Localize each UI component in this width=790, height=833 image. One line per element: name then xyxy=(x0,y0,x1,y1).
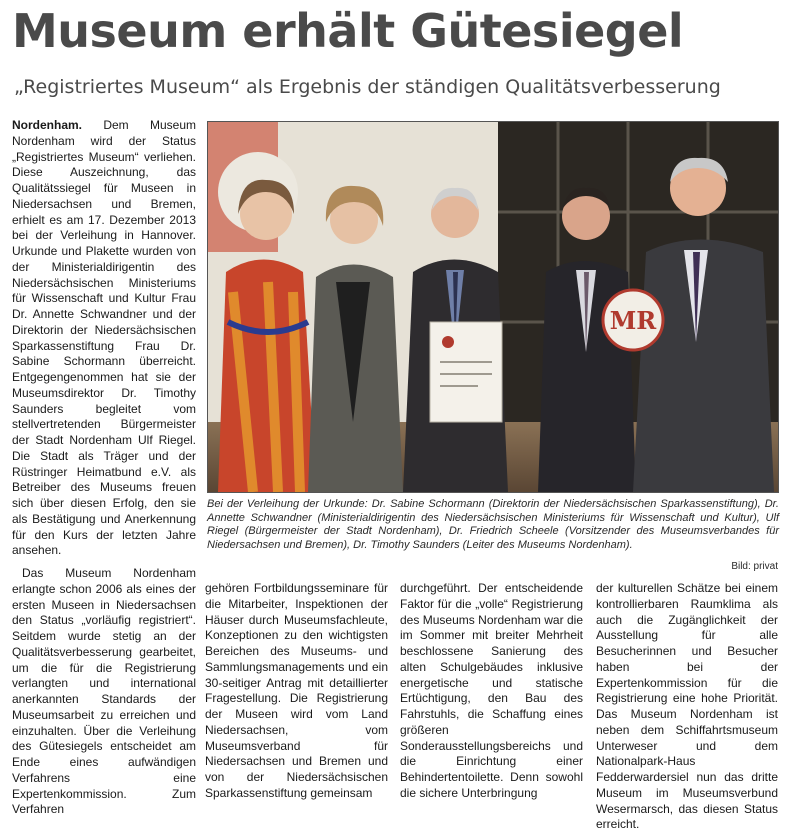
lead-paragraph: Dem Museum Nordenham wird der Status „Registriertes Museum“ verliehen. Diese Auszeichnung, das Qualitätssiegel für Museen in Niedersachsen und Bremen, erhielt es am 17. Dezember 2013 bei der Verleihung in Hannover. Urkunde und Plakette wurden von der Ministerialdirigentin des Niedersächsischen Ministeriums für Wissenschaft und Kultur Frau Dr. Annette Schwandner und der Direktorin der Niedersächsischen Sparkassenstiftung Frau Dr. Sabine Schormann überreicht. Entgegengenommen hat sie der Museumsdirektor Dr. Timothy Saunders begleitet vom stellvertretenden Bürgermeister der Stadt Nordenham Ulf Riegel. Die Stadt als Träger und der Rüstringer Heimatbund e.V. als Betreiber des Museums freuen sich über diesen Erfolg, den sie als Bestätigung und Anerkennung für den Kurs der letzten Jahre ansehen. xyxy=(12,118,196,558)
article-column-4: der kulturellen Schätze bei einem kontrollierbaren Raumklima als auch die Zugänglichkeit der Ausstellung für alle Besucherinnen und Besucher haben bei der Expertenkommission für die Registrierung eine hohe Priorität. Das Museum Nordenham ist neben dem Schiffahrtsmuseum Unterweser und dem Nationalpark-Haus Fedderwardersiel nun das dritte Museum im Museumsverbund Wesermarsch, das diesen Status erreicht. xyxy=(596,581,778,832)
article-column-1-bottom: Das Museum Nordenham erlangte schon 2006 als eines der ersten Museen in Niedersachsen den Status „vorläufig registriert“. Seitdem wurde stetig an der Qualitätsverbesserung gearbeitet, um die für die Registrierung verlangten und international anerkannten Standards der Museumsarbeit zu erreichen und einzuhalten. Über die Verleihung des Gütesiegels entscheidet am Ende eines aufwändigen Verfahrens eine Expertenkommission. Zum Verfahren xyxy=(12,566,196,817)
photo-caption: Bei der Verleihung der Urkunde: Dr. Sabine Schormann (Direktorin der Niedersächsischen Sparkassenstiftung), Dr. Annette Schwandner (Ministerialdirigentin des Niedersächsischen Ministeriums für Wissenschaft und Kultur), Ulf Riegel (Bürgermeister der Stadt Nordenham), Dr. Friedrich Scheele (Vorsitzender des Museumsverbandes für Niedersachsen und Bremen), Dr. Timothy Saunders (Leiter des Museums Nordenham). xyxy=(207,498,779,551)
photo-illustration xyxy=(208,122,778,492)
award-photo xyxy=(207,121,779,493)
dateline: Nordenham. xyxy=(12,118,83,132)
headline: Museum erhält Gütesiegel xyxy=(12,4,684,58)
certificate xyxy=(430,322,502,422)
article-column-2: gehören Fortbildungsseminare für die Mitarbeiter, Inspektionen der Häuser durch Museumsfachleute, Konzeptionen zu den wichtigsten Bereichen des Museums- und Sammlungsmanagements und ein 30-seitiger Antrag mit detaillierter Fragestellung. Die Registrierung der Museen wird vom Land Niedersachsen, vom Museumsverband für Niedersachsen und Bremen und von der Niedersächsischen Sparkassenstiftung gemeinsam xyxy=(205,581,388,800)
article-column-1-top xyxy=(12,118,196,559)
article-column-3: durchgeführt. Der entscheidende Faktor für die „volle“ Registrierung des Museums Nordenham war die im Sommer mit breiter Mehrheit beschlossene Sanierung des alten Schulgebäudes inklusive energetische und statische Ertüchtigung, den Bau des Fahrstuhls, die Schaffung eines größeren Sonderausstellungsbereichs und die Einrichtung einer Behindertentoilette. Denn sowohl die sichere Unterbringung xyxy=(400,581,583,800)
plaque-mark: MR xyxy=(609,306,657,335)
photo-credit: Bild: privat xyxy=(731,561,778,572)
subheadline: „Registriertes Museum“ als Ergebnis der ständigen Qualitätsverbesserung xyxy=(14,76,721,98)
